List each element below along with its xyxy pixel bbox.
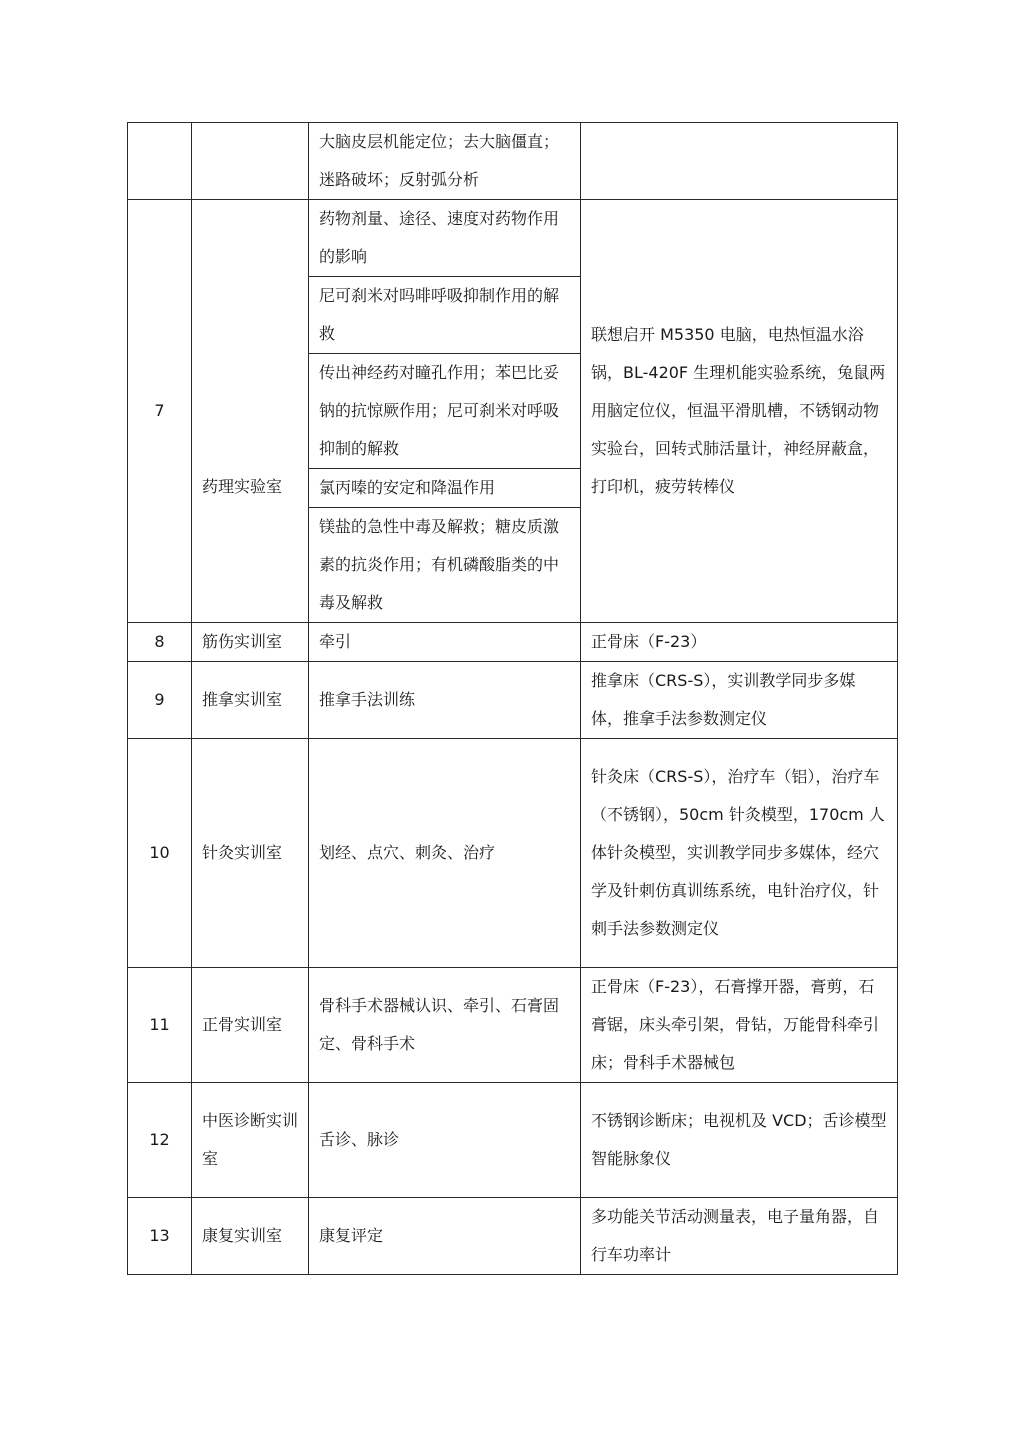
equipment-line: 不锈钢诊断床；电视机及 VCD；舌诊模型 bbox=[591, 1111, 887, 1130]
room-cell: 针灸实训室 bbox=[192, 739, 309, 968]
equipment-cell: 针灸床（CRS-S），治疗车（铝），治疗车（不锈钢），50cm 针灸模型，170cm 人体针灸模型，实训教学同步多媒体，经穴学及针刺仿真训练系统，电针治疗仪，针刺手法参数测定仪 bbox=[581, 739, 898, 968]
content-cell: 牵引 bbox=[309, 623, 581, 662]
row-number-cell: 11 bbox=[128, 968, 192, 1083]
content-cell: 康复评定 bbox=[309, 1198, 581, 1275]
table-row bbox=[128, 623, 898, 662]
room-cell: 推拿实训室 bbox=[192, 662, 309, 739]
content-cell: 划经、点穴、刺灸、治疗 bbox=[309, 739, 581, 968]
content-cell: 大脑皮层机能定位；去大脑僵直；迷路破坏；反射弧分析 bbox=[309, 123, 581, 200]
table-row bbox=[128, 1083, 898, 1198]
content-cell: 推拿手法训练 bbox=[309, 662, 581, 739]
content-cell: 舌诊、脉诊 bbox=[309, 1083, 581, 1198]
lab-equipment-table bbox=[127, 122, 898, 1275]
equipment-cell: 联想启开 M5350 电脑，电热恒温水浴锅，BL-420F 生理机能实验系统，兔鼠两用脑定位仪，恒温平滑肌槽，不锈钢动物实验台，回转式肺活量计，神经屏蔽盒，打印机，疲劳转棒仪 bbox=[581, 200, 898, 623]
table-row bbox=[128, 968, 898, 1083]
equipment-cell bbox=[581, 123, 898, 200]
equipment-cell: 推拿床（CRS-S），实训教学同步多媒体，推拿手法参数测定仪 bbox=[581, 662, 898, 739]
equipment-cell: 正骨床（F-23），石膏撑开器，膏剪，石膏锯，床头牵引架，骨钻，万能骨科牵引床；骨科手术器械包 bbox=[581, 968, 898, 1083]
equipment-line: 智能脉象仪 bbox=[591, 1149, 672, 1168]
equipment-cell: 多功能关节活动测量表，电子量角器，自行车功率计 bbox=[581, 1198, 898, 1275]
content-cell: 镁盐的急性中毒及解救；糖皮质激素的抗炎作用；有机磷酸脂类的中毒及解救 bbox=[309, 508, 581, 623]
room-cell: 正骨实训室 bbox=[192, 968, 309, 1083]
row-number-cell: 10 bbox=[128, 739, 192, 968]
row-number-cell: 12 bbox=[128, 1083, 192, 1198]
room-cell: 药理实验室 bbox=[192, 200, 309, 623]
equipment-cell: 正骨床（F-23） bbox=[581, 623, 898, 662]
content-cell: 传出神经药对瞳孔作用；苯巴比妥钠的抗惊厥作用；尼可刹米对呼吸抑制的解救 bbox=[309, 354, 581, 469]
content-cell: 药物剂量、途径、速度对药物作用的影响 bbox=[309, 200, 581, 277]
row-number-cell bbox=[128, 123, 192, 200]
row-number-cell: 9 bbox=[128, 662, 192, 739]
table-row bbox=[128, 1198, 898, 1275]
table-row bbox=[128, 662, 898, 739]
room-cell: 中医诊断实训室 bbox=[192, 1083, 309, 1198]
table-row bbox=[128, 200, 898, 277]
equipment-cell bbox=[581, 1083, 898, 1198]
table-row bbox=[128, 739, 898, 968]
room-cell: 康复实训室 bbox=[192, 1198, 309, 1275]
room-cell bbox=[192, 123, 309, 200]
row-number-cell: 8 bbox=[128, 623, 192, 662]
row-number-cell: 13 bbox=[128, 1198, 192, 1275]
content-cell: 骨科手术器械认识、牵引、石膏固定、骨科手术 bbox=[309, 968, 581, 1083]
row-number-cell: 7 bbox=[128, 200, 192, 623]
content-cell: 氯丙嗪的安定和降温作用 bbox=[309, 469, 581, 508]
room-cell: 筋伤实训室 bbox=[192, 623, 309, 662]
content-cell: 尼可刹米对吗啡呼吸抑制作用的解救 bbox=[309, 277, 581, 354]
table-row bbox=[128, 123, 898, 200]
